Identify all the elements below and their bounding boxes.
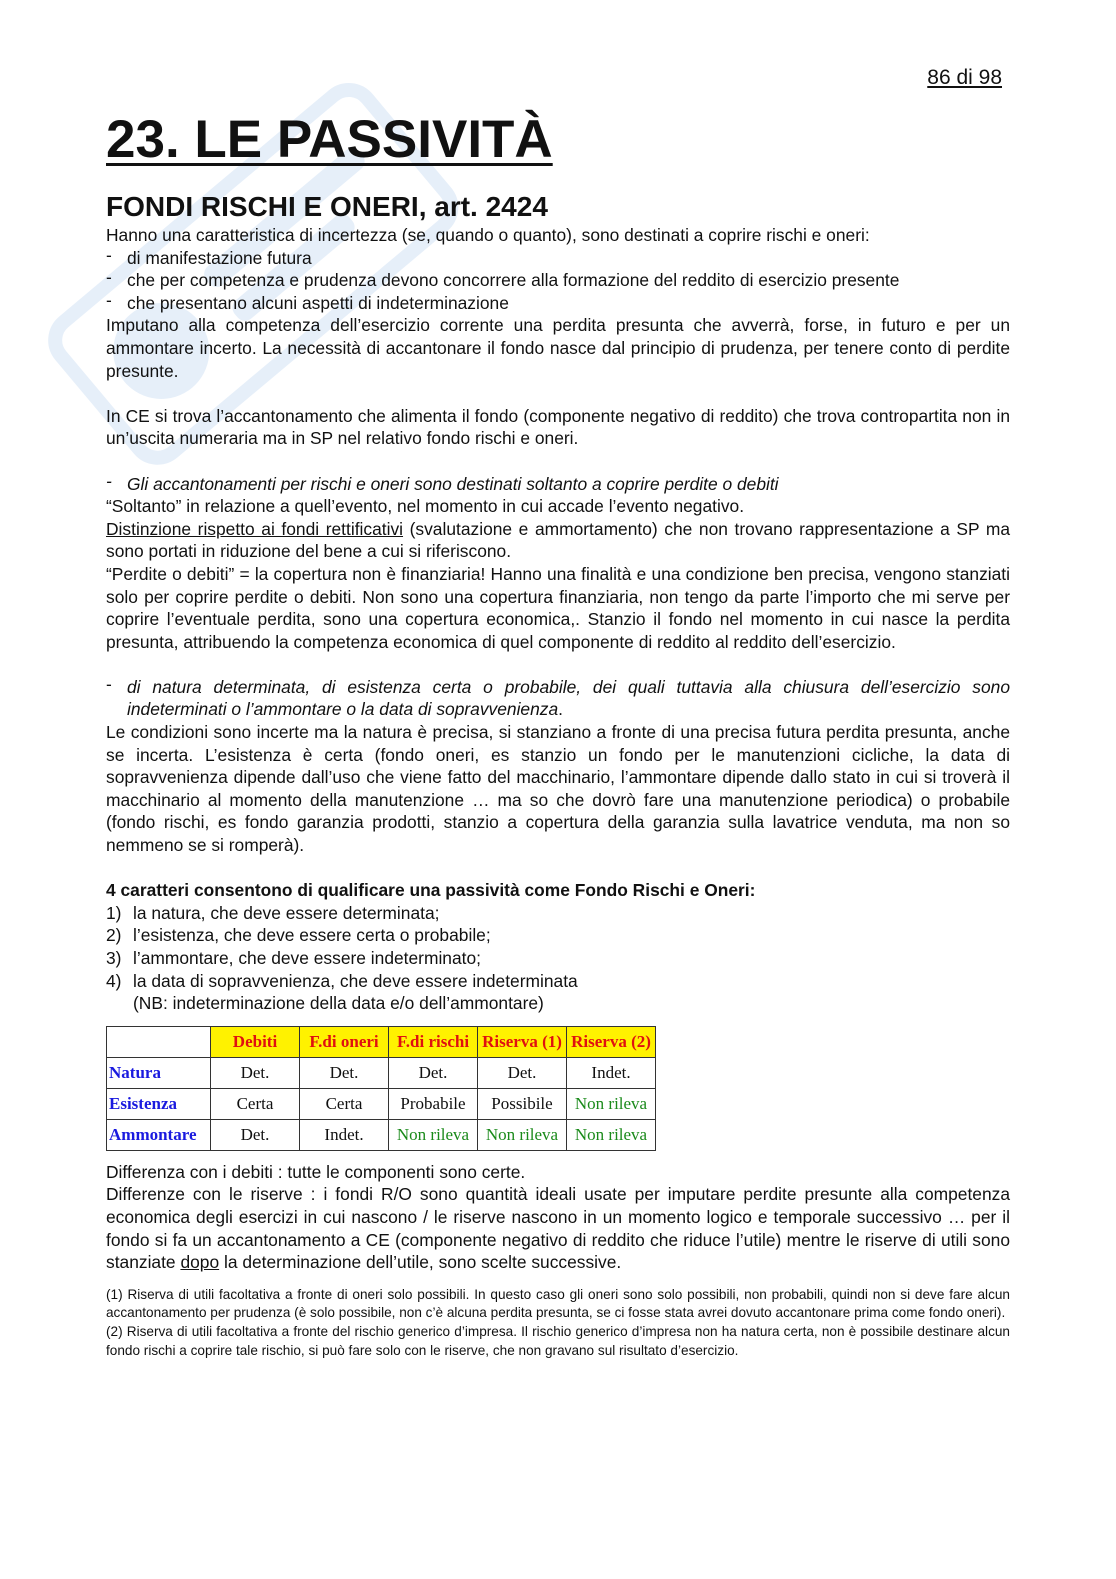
table-header-cell: F.di oneri [300,1026,389,1057]
bullet-natura: - di natura determinata, di esistenza certa o probabile, dei quali tuttavia alla chiusura dell’esercizio sono indeterminati o l’ammontare o la data di sopravvenienza. [106,676,1010,721]
caratteri-list [106,902,1010,1015]
list-item: - di manifestazione futura [106,247,1010,270]
paragraph-ce: In CE si trova l’accantonamento che alimenta il fondo (componente negativo di reddito) che trova contropartita non in un’uscita numeraria ma in SP nel relativo fondo rischi e oneri. [106,405,1010,449]
table-cell: Possibile [478,1088,567,1119]
table-cell: Non rileva [567,1088,656,1119]
bullet-accantonamenti: - Gli accantonamenti per rischi e oneri sono destinati soltanto a coprire perdite o debiti [106,473,1010,496]
table-cell: Non rileva [478,1119,567,1150]
list-item: 1) la natura, che deve essere determinata; [106,902,440,923]
distinzione-text: (svalutazione e ammortamento) che non trovano rappresentazione a SP ma sono portati in riduzione del bene a cui si riferiscono. [106,518,1011,562]
list-item: - che presentano alcuni aspetti di indeterminazione [106,292,1010,315]
distinzione-underlined: Distinzione rispetto ai fondi rettificativi [106,518,404,539]
table-cell: Non rileva [389,1119,478,1150]
table-cell: Certa [300,1088,389,1119]
paragraph-condizioni: Le condizioni sono incerte ma la natura è precisa, si stanziano a fronte di una precisa futura perdita presunta, anche se incerta. L’esistenza è certa (fondo oneri, es stanzio un fondo per le manutenzioni cicliche, la data di sopravvenienza dipende dall’uso che viene fatto del macchinario, l’ammontare dipende dallo stato in cui si troverà il macchinario al momento della manutenzione … ma so che dovrò fare una manutenzione periodica) o probabile (fondo rischi, es fondo garanzia prodotti, stanzio a copertura della garanzia sulla lavatrice venduta, ma non so nemmeno se si romperà). [106,722,1010,856]
row-label: Ammontare [107,1119,211,1150]
table-cell: Certa [211,1088,300,1119]
comparison-table [106,1026,656,1151]
table-cell: Det. [389,1057,478,1088]
list-item: 3) l’ammontare, che deve essere indeterminato; [106,948,481,968]
table-row [107,1057,656,1088]
row-label: Esistenza [107,1088,211,1119]
page-number: 86 di 98 [927,66,1002,89]
table-cell: Non rileva [567,1119,656,1150]
list-item: 2) l’esistenza, che deve essere certa o probabile; [106,925,491,946]
paragraph-distinzione [106,518,1010,563]
paragraph-soltanto: “Soltanto” in relazione a quell’evento, nel momento in cui accade l’evento negativo. [106,496,745,517]
paragraph-imputano: Imputano alla competenza dell’esercizio corrente una perdita presunta che avverrà, forse, in futuro e per un ammontare incerto. La necessità di accantonare il fondo nasce dal principio di prudenza, per tenere conto di perdite presunte. [106,315,1010,381]
table-cell: Indet. [300,1119,389,1150]
table-row [107,1088,656,1119]
paragraph-diff-riserve: Differenze con le riserve : i fondi R/O sono quantità ideali usate per imputare perdite presunte alla competenza economica degli esercizi in cui nascono / le riserve nascono in un momento logico e temporale successivo … per il fondo si fa un accantonamento a CE (componente negativo di reddito che riduce l’utile) mentre le riserve di utili sono stanziate dopo la determinazione dell’utile, sono scelte successive. [106,1184,1010,1273]
footnote-2: (2) Riserva di utili facoltativa a fronte del rischio generico d’impresa. Il rischio generico d’impresa non ha natura certa, non è possibile destinare alcun fondo rischi a coprire tale rischio, si può fare solo con le riserve, che non gravano sul risultato d’esercizio. [106,1323,1010,1358]
caratteri-note: (NB: indeterminazione della data e/o dell’ammontare) [133,993,544,1014]
paragraph-perdite: “Perdite o debiti” = la copertura non è finanziaria! Hanno una finalità e una condizione ben precisa, vengono stanziati solo per coprire perdite o debiti. Non sono una copertura finanziaria, non tengo da parte l’importo che mi serve per coprire l’eventuale perdita, sono una copertura economica,. Stanzio il fondo nel momento in cui nasce la perdita presunta, attribuendo la competenza economica di quel componente di reddito al reddito dell’esercizio. [106,563,1010,652]
table-header-cell: Riserva (1) [478,1026,567,1057]
caratteri-heading: 4 caratteri consentono di qualificare una passività come Fondo Rischi e Oneri: [106,880,756,901]
table-cell: Det. [478,1057,567,1088]
section-title: FONDI RISCHI E ONERI, art. 2424 [106,191,548,222]
footnote-1: (1) Riserva di utili facoltativa a fronte di oneri solo possibili. In questo caso gli oneri sono solo possibili, non probabili, quindi non si deve fare alcun accantonamento per prudenza (è solo possibile, non c’è alcuna perdita presunta, se ci fosse stata avrei dovuto accantonare prima come fondo oneri). [106,1286,1010,1321]
paragraph-diff-debiti: Differenza con i debiti : tutte le componenti sono certe. [106,1161,526,1182]
row-label: Natura [107,1057,211,1088]
table-header-row [107,1026,656,1057]
table-cell: Probabile [389,1088,478,1119]
intro-list [106,247,1010,315]
table-cell: Det. [211,1057,300,1088]
table-cell: Det. [211,1119,300,1150]
table-header-cell: Riserva (2) [567,1026,656,1057]
table-row [107,1119,656,1150]
table-cell: Indet. [567,1057,656,1088]
list-item: 4) la data di sopravvenienza, che deve essere indeterminata [106,970,578,991]
list-item: - che per competenza e prudenza devono concorrere alla formazione del reddito di esercizio presente [106,269,1010,292]
table-header-cell: F.di rischi [389,1026,478,1057]
table-cell: Det. [300,1057,389,1088]
table-header-cell: Debiti [211,1026,300,1057]
chapter-title: 23. LE PASSIVITÀ [106,110,553,169]
intro-paragraph: Hanno una caratteristica di incertezza (se, quando o quanto), sono destinati a coprire rischi e oneri: [106,225,870,245]
content [106,104,1010,1360]
